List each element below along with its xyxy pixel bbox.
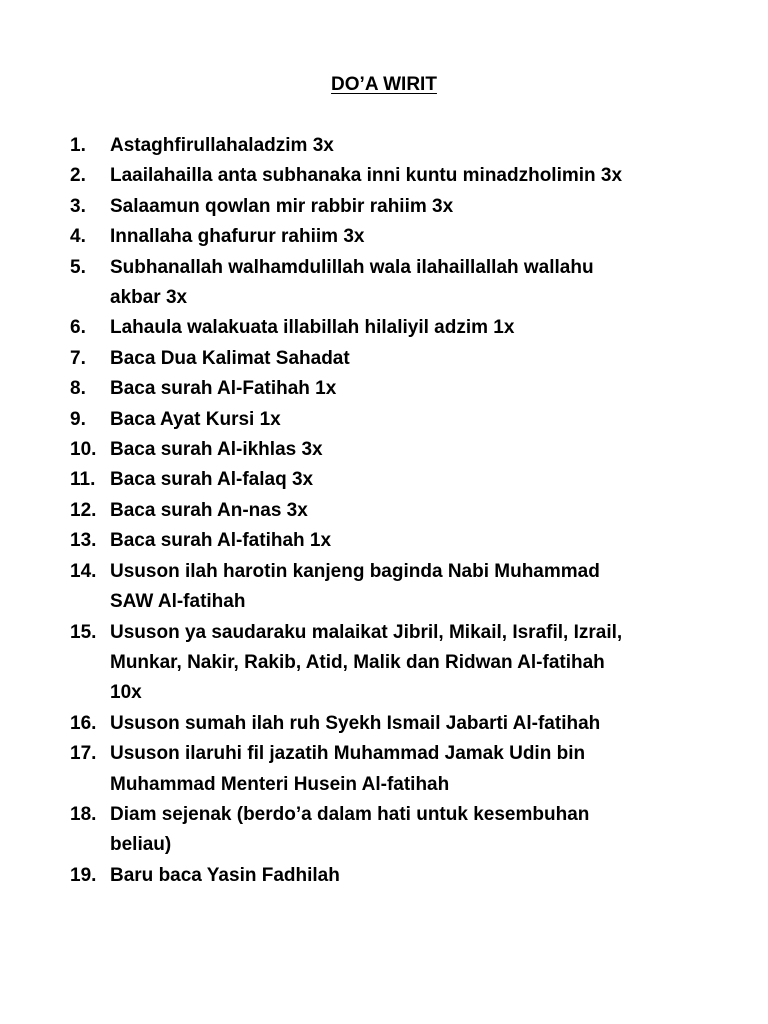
list-item <box>70 192 700 222</box>
list-item <box>70 405 700 435</box>
list-item-text: Diam sejenak (berdo’a dalam hati untuk kesembuhan <box>110 803 590 825</box>
list-item-text: 10x <box>110 682 142 704</box>
list-item-text: Salaamun qowlan mir rabbir rahiim 3x <box>110 195 454 217</box>
list-item-text: Subhanallah walhamdulillah wala ilahaillallah wallahu <box>110 256 594 278</box>
list-item <box>70 253 700 314</box>
list-item-number: 15. <box>70 621 97 643</box>
list-item-number: 11. <box>70 469 96 491</box>
list-item-number: 7. <box>70 347 86 369</box>
list-item <box>70 526 700 556</box>
list-item-text: Laailahailla anta subhanaka inni kuntu minadzholimin 3x <box>110 165 623 187</box>
list-item-text: Baru baca Yasin Fadhilah <box>110 864 340 886</box>
list-item-text: Ususon ilaruhi fil jazatih Muhammad Jamak Udin bin <box>110 743 586 765</box>
list-item-number: 13. <box>70 530 97 552</box>
list-item-number: 17. <box>70 743 97 765</box>
list-item-number: 8. <box>70 378 86 400</box>
list-item <box>70 435 700 465</box>
list-item-number: 14. <box>70 560 97 582</box>
list-item-text: Lahaula walakuata illabillah hilaliyil adzim 1x <box>110 317 515 339</box>
list-item-text: Baca surah An-nas 3x <box>110 499 308 521</box>
list-item <box>70 344 700 374</box>
list-item-text: Baca Dua Kalimat Sahadat <box>110 347 350 369</box>
list-item-number: 12. <box>70 499 97 521</box>
list-item-text: Baca Ayat Kursi 1x <box>110 408 281 430</box>
list-item <box>70 557 700 618</box>
list-item-text: akbar 3x <box>110 287 188 309</box>
list-item-number: 10. <box>70 439 97 461</box>
list-item-text: Innallaha ghafurur rahiim 3x <box>110 226 365 248</box>
list-item-number: 9. <box>70 408 86 430</box>
list-item-number: 4. <box>70 226 86 248</box>
list-item-number: 5. <box>70 256 86 278</box>
list-item <box>70 465 700 495</box>
list-item <box>70 131 700 161</box>
list-item-text: Baca surah Al-ikhlas 3x <box>110 439 323 461</box>
list-item <box>70 861 700 891</box>
list-item-text: Baca surah Al-fatihah 1x <box>110 530 332 552</box>
list-item <box>70 800 700 861</box>
list-item-text: Baca surah Al-falaq 3x <box>110 469 314 491</box>
list-item-number: 3. <box>70 195 86 217</box>
list-item-number: 16. <box>70 712 97 734</box>
list-item-text: Ususon ilah harotin kanjeng baginda Nabi Muhammad <box>110 560 600 582</box>
list-item <box>70 222 700 252</box>
list-item-text: Ususon ya saudaraku malaikat Jibril, Mikail, Israfil, Izrail, <box>110 621 623 643</box>
list-item <box>70 313 700 343</box>
list-item-text: Munkar, Nakir, Rakib, Atid, Malik dan Ridwan Al-fatihah <box>110 651 605 673</box>
list-item-text: Muhammad Menteri Husein Al-fatihah <box>110 773 450 795</box>
list-item-text: beliau) <box>110 834 172 856</box>
list-item <box>70 496 700 526</box>
list-item-number: 6. <box>70 317 86 339</box>
list-item-number: 1. <box>70 135 86 156</box>
list-item <box>70 739 700 800</box>
list-item-text: Baca surah Al-Fatihah 1x <box>110 378 337 400</box>
list-item <box>70 374 700 404</box>
list-item-text: Astaghfirullahaladzim 3x <box>110 135 334 156</box>
list-item-number: 2. <box>70 165 86 187</box>
list-item-number: 19. <box>70 864 97 886</box>
list-item-text: SAW Al-fatihah <box>110 591 246 613</box>
list-item <box>70 618 700 709</box>
document-title: DO’A WIRIT <box>331 74 437 95</box>
list-item-number: 18. <box>70 803 97 825</box>
list-item-text: Ususon sumah ilah ruh Syekh Ismail Jabarti Al-fatihah <box>110 712 601 734</box>
list-item <box>70 161 700 191</box>
wirit-list <box>70 131 700 891</box>
list-item <box>70 709 700 739</box>
